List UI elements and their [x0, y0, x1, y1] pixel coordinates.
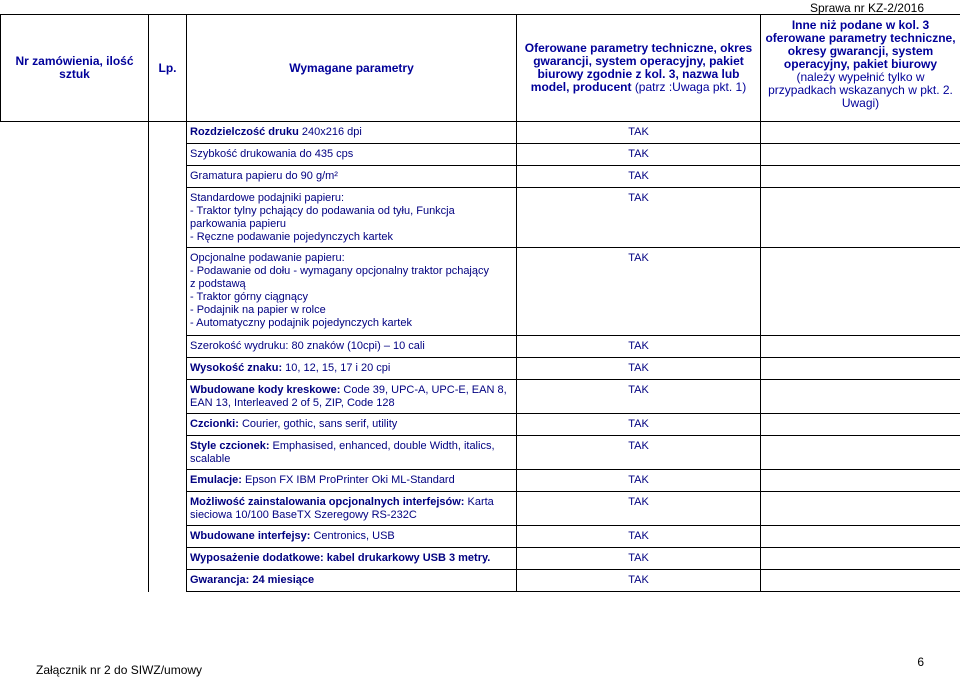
- table-row: [1, 358, 960, 380]
- answer-cell: TAK: [517, 380, 761, 414]
- other-params-cell: [761, 188, 960, 248]
- table-row: [1, 436, 960, 470]
- table-row: [1, 144, 960, 166]
- other-params-cell: [761, 492, 960, 526]
- answer-cell: TAK: [517, 144, 761, 166]
- table-row: [1, 492, 960, 526]
- answer-cell: TAK: [517, 122, 761, 144]
- table-row: [1, 548, 960, 570]
- other-params-cell: [761, 548, 960, 570]
- param-cell: Wyposażenie dodatkowe: kabel drukarkowy USB 3 metry.: [187, 548, 517, 570]
- other-params-cell: [761, 248, 960, 336]
- case-reference: Sprawa nr KZ-2/2016: [809, 1, 924, 15]
- other-params-cell: [761, 358, 960, 380]
- answer-cell: TAK: [517, 526, 761, 548]
- table-row: [1, 166, 960, 188]
- other-params-cell: [761, 470, 960, 492]
- answer-cell: TAK: [517, 548, 761, 570]
- answer-cell: TAK: [517, 492, 761, 526]
- param-cell: Szybkość drukowania do 435 cps: [187, 144, 517, 166]
- table-row: [1, 336, 960, 358]
- other-params-cell: [761, 166, 960, 188]
- other-params-cell: [761, 336, 960, 358]
- answer-cell: TAK: [517, 470, 761, 492]
- other-params-cell: [761, 570, 960, 592]
- other-params-cell: [761, 144, 960, 166]
- param-cell: Gwarancja: 24 miesiące: [187, 570, 517, 592]
- param-cell: Czcionki: Courier, gothic, sans serif, utility: [187, 414, 517, 436]
- header-lp: Lp.: [149, 15, 187, 122]
- answer-cell: TAK: [517, 358, 761, 380]
- table-row: [1, 188, 960, 248]
- param-cell: Szerokość wydruku: 80 znaków (10cpi) ‒ 10 cali: [187, 336, 517, 358]
- table-row: [1, 414, 960, 436]
- attachment-footer: Załącznik nr 2 do SIWZ/umowy: [36, 663, 203, 677]
- param-cell: Rozdzielczość druku 240x216 dpi: [187, 122, 517, 144]
- param-cell: Standardowe podajniki papieru: - Traktor tylny pchający do podawania od tyłu, Funkcja parkowania papieru - Ręczne podawanie pojedynczych kartek: [187, 188, 517, 248]
- specification-table: [0, 14, 960, 592]
- header-other-params: Inne niż podane w kol. 3 oferowane parametry techniczne, okresy gwarancji, system operacyjny, pakiet biurowy (należy wypełnić tylko w przypadkach wskazanych w pkt. 2. Uwagi): [761, 15, 960, 122]
- param-cell: Wbudowane kody kreskowe: Code 39, UPC-A, UPC-E, EAN 8, EAN 13, Interleaved 2 of 5, ZIP, Code 128: [187, 380, 517, 414]
- header-order-quantity: Nr zamówienia, ilość sztuk: [1, 15, 149, 122]
- table-row: [1, 380, 960, 414]
- table-row: [1, 570, 960, 592]
- param-cell: Opcjonalne podawanie papieru: - Podawanie od dołu - wymagany opcjonalny traktor pchający z podstawą - Traktor górny ciągnący - Podajnik na papier w rolce - Automatyczny podajnik pojedynczych kartek: [187, 248, 517, 336]
- other-params-cell: [761, 436, 960, 470]
- answer-cell: TAK: [517, 336, 761, 358]
- table-row: [1, 526, 960, 548]
- page-number: 6: [917, 655, 924, 669]
- answer-cell: TAK: [517, 414, 761, 436]
- param-cell: Gramatura papieru do 90 g/m²: [187, 166, 517, 188]
- param-cell: Emulacje: Epson FX IBM ProPrinter Oki ML-Standard: [187, 470, 517, 492]
- param-cell: Style czcionek: Emphasised, enhanced, double Width, italics, scalable: [187, 436, 517, 470]
- param-cell: Wysokość znaku: 10, 12, 15, 17 i 20 cpi: [187, 358, 517, 380]
- other-params-cell: [761, 526, 960, 548]
- param-cell: Możliwość zainstalowania opcjonalnych interfejsów: Karta sieciowa 10/100 BaseTX Szeregowy RS-232C: [187, 492, 517, 526]
- answer-cell: TAK: [517, 248, 761, 336]
- header-offered-params: Oferowane parametry techniczne, okres gwarancji, system operacyjny, pakiet biurowy zgodnie z kol. 3, nazwa lub model, producent (patrz :Uwaga pkt. 1): [517, 15, 761, 122]
- answer-cell: TAK: [517, 188, 761, 248]
- header-required-params: Wymagane parametry: [187, 15, 517, 122]
- other-params-cell: [761, 414, 960, 436]
- param-cell: Wbudowane interfejsy: Centronics, USB: [187, 526, 517, 548]
- table-row: [1, 470, 960, 492]
- table-row: [1, 248, 960, 336]
- answer-cell: TAK: [517, 166, 761, 188]
- answer-cell: TAK: [517, 570, 761, 592]
- table-row: [1, 122, 960, 144]
- other-params-cell: [761, 122, 960, 144]
- other-params-cell: [761, 380, 960, 414]
- table-header-row: [1, 15, 960, 122]
- answer-cell: TAK: [517, 436, 761, 470]
